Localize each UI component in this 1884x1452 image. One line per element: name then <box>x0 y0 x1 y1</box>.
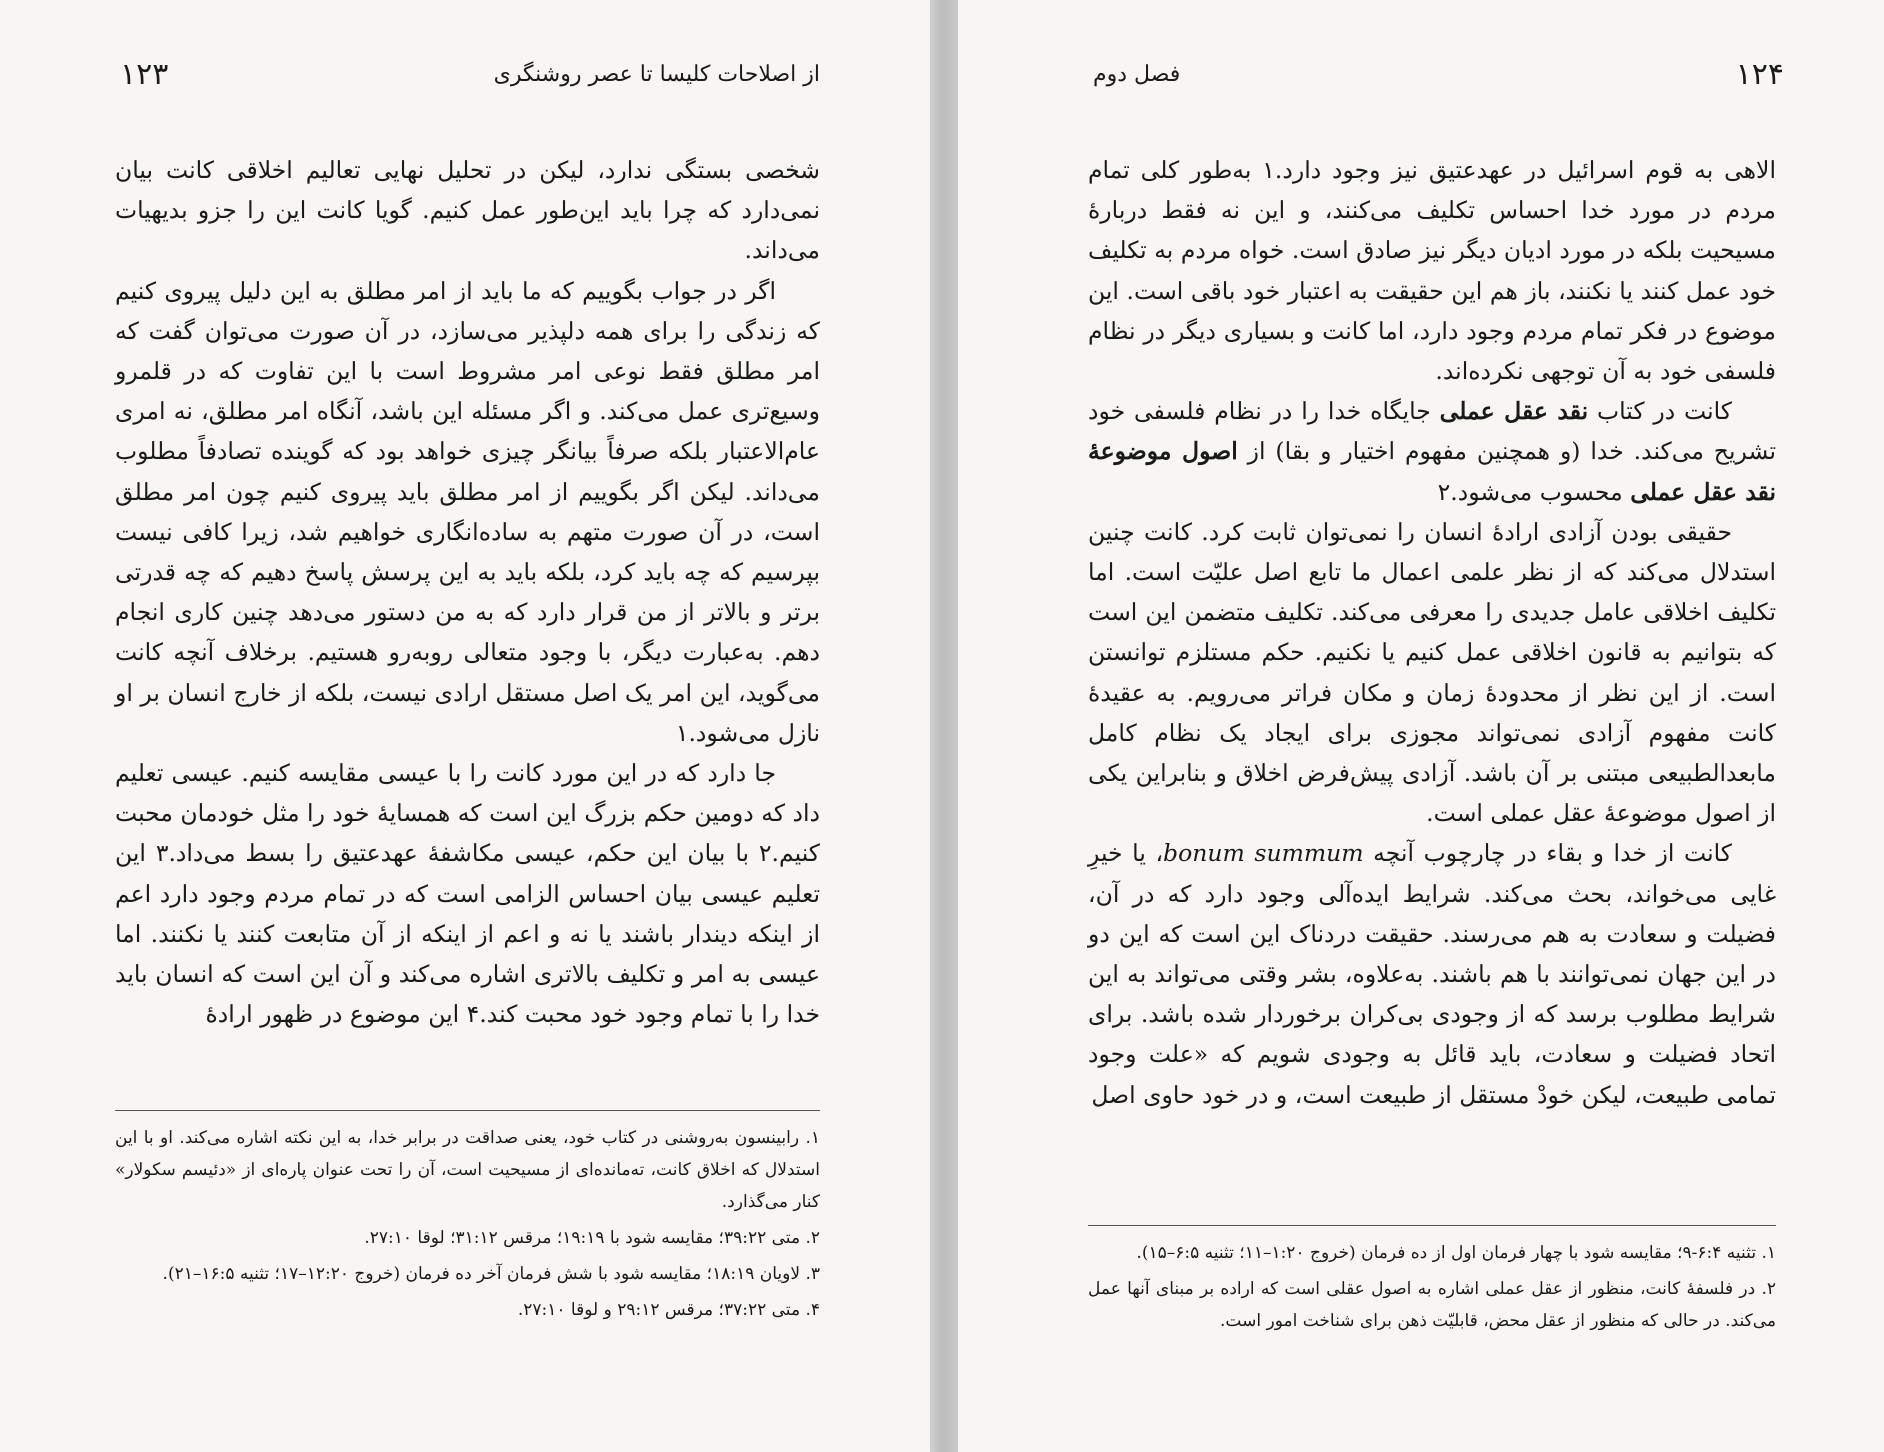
paragraph: حقیقی بودن آزادی ارادهٔ انسان را نمی‌توان ثابت کرد. کانت چنین استدلال می‌کند که از نظر علمی اعمال ما تابع اصل علیّت است. اما تکلیف اخلاقی عامل جدیدی را معرفی می‌کند. تکلیف متضمن این است که بتوانیم به قانون اخلاقی عمل کنیم یا نکنیم. حکم مستلزم توانستن است. از این نظر از محدودهٔ زمان و مکان فراتر می‌رویم. به عقیدهٔ کانت مفهوم آزادی نمی‌تواند مجوزی برای ایجاد یک نظام کامل مابعدالطبیعی مبتنی بر آن باشد. آزادی پیش‌فرض اخلاق و بنابراین یکی از اصول موضوعهٔ عقل عملی است. <box>1088 517 1776 828</box>
book-gutter <box>930 0 958 1452</box>
text-run: می‌خواند، بحث می‌کند. شرایط ایده‌آلی وجود دارد که در آن، فضیلت و سعادت به هم می‌رسند. حقیقت دردناک این است که این دو در این جهان نمی‌توانند با هم باشند. به‌علاوه، بشر وقتی می‌تواند به این شرایط مطلوب برسد که از وجودی بی‌کران برخوردار شده باشد. برای اتحاد فضیلت و سعادت، باید قائل به وجودی شویم که «علت وجود تمامی طبیعت، لیکن خودْ مستقل از طبیعت است، و در خود حاوی اصل <box>1088 879 1776 1109</box>
footnote: ۴. متی ۳۷:۲۲؛ مرقس ۲۹:۱۲ و لوقا ۲۷:۱۰. <box>517 1300 820 1320</box>
text-run: محسوب می‌شود.۲ <box>1437 477 1623 506</box>
latin-term: bonum summum <box>1163 839 1364 868</box>
bold-term: اصول موضوعهٔ نقد عقل عملی <box>1088 437 1776 506</box>
right-page-header <box>1093 54 1784 94</box>
running-title: از اصلاحات کلیسا تا عصر روشنگری <box>493 61 820 87</box>
paragraph: جا دارد که در این مورد کانت را با عیسی مقایسه کنیم. عیسی تعلیم داد که دومین حکم بزرگ این است که همسایهٔ خود را مثل خودمان محبت کنیم.۲ با بیان این حکم، عیسی مکاشفهٔ عهدعتیق را بسط می‌داد.۳ این تعلیم عیسی بیان احساس الزامی است که در تمام مردم وجود دارد اعم از اینکه دیندار باشند یا نه و اعم از اینکه از آن متابعت کنند یا نکنند. اما عیسی به امر و تکلیف بالاتری اشاره می‌کند و آن این است که انسان باید خدا را با تمام وجود خود محبت کند.۴ این موضوع در ظهور ارادهٔ <box>115 759 820 1029</box>
text-run: کانت از خدا و بقاء در چارچوب آنچه <box>1373 839 1732 868</box>
paragraph: الاهی به قوم اسرائیل در عهدعتیق نیز وجود دارد.۱ به‌طور کلی تمام مردم در مورد خدا احساس تکلیف می‌کنند، و این نه فقط دربارهٔ مسیحیت بلکه در مورد ادیان دیگر نیز صادق است. خواه مردم به تکلیف خود عمل کنند یا نکنند، باز هم این حقیقت به اعتبار خود باقی است. این موضوع در فکر تمام مردم وجود دارد، اما کانت و بسیاری دیگر در نظام فلسفی خود به آن توجهی نکرده‌اند. <box>1088 156 1776 386</box>
right-page-body <box>1088 150 1776 1115</box>
text-run: کانت در کتاب <box>1596 397 1732 426</box>
text-run: جایگاه خدا را در نظام فلسفی خود تشریح می‌کند. خدا (و همچنین مفهوم اختیار و بقا) از <box>1088 397 1776 466</box>
paragraph-summum <box>1088 833 1776 1114</box>
left-page-body <box>115 150 820 1034</box>
bold-book-title: نقد عقل عملی <box>1439 397 1589 426</box>
left-page-footnotes <box>115 1122 820 1330</box>
footnote: ۲. متی ۳۹:۲۲؛ مقایسه شود با ۱۹:۱۹؛ مرقس ۳۱:۱۲؛ لوقا ۲۷:۱۰. <box>364 1228 820 1248</box>
footnote-divider <box>115 1110 820 1111</box>
paragraph: اگر در جواب بگوییم که ما باید از امر مطلق به این دلیل پیروی کنیم که زندگی را برای همه دلپذیر می‌سازد، در آن صورت می‌توان گفت که امر مطلق فقط نوعی امر مشروط است با این تفاوت که در قلمرو وسیع‌تری عمل می‌کند. و اگر مسئله این باشد، آنگاه امر مطلق، نه امری عام‌الاعتبار بلکه صرفاً بیانگر چیزی خواهد بود که گوینده تصادفاً مطلوب می‌داند. لیکن اگر بگوییم از امر مطلق باید پیروی کنیم چون امر مطلق است، در آن صورت متهم به ساده‌انگاری خواهیم شد، زیرا کافی نیست بپرسیم که چه باید کرد، بلکه باید به این پرسش پاسخ دهیم که چه قدرتی برتر و بالاتر از من قرار دارد که به من دستور می‌دهد چنین کاری انجام دهم. به‌عبارت دیگر، با وجود متعالی روبه‌رو هستیم. برخلاف آنچه کانت می‌گوید، این امر یک اصل مستقل ارادی نیست، بلکه از خارج انسان بر او نازل می‌شود.۱ <box>115 276 820 747</box>
page-number: ۱۲۴ <box>1735 56 1784 92</box>
paragraph-kant <box>1088 391 1776 512</box>
footnote: ۲. در فلسفهٔ کانت، منظور از عقل عملی اشاره به اصول عقلی است که اراده بر مبنای آنها عمل می‌کند. در حالی که منظور از عقل محض، قابلیّت ذهن برای شناخت امور است. <box>1088 1279 1776 1331</box>
footnote-divider <box>1088 1225 1776 1226</box>
left-page <box>0 0 930 1452</box>
left-page-header <box>120 54 820 94</box>
right-page-footnotes <box>1088 1237 1776 1341</box>
right-page <box>958 0 1884 1452</box>
footnote: ۱. رابینسون به‌روشنی در کتاب خود، یعنی صداقت در برابر خدا، به این نکته اشاره می‌کند. او با این استدلال که اخلاق کانت، ته‌مانده‌ای از مسیحیت است، آن را تحت عنوان پاره‌ای از «دئیسم سکولار» کنار می‌گذارد. <box>115 1128 820 1212</box>
page-number: ۱۲۳ <box>120 56 169 92</box>
footnote: ۳. لاویان ۱۸:۱۹؛ مقایسه شود با شش فرمان آخر ده فرمان (خروج ۱۲:۲۰–۱۷؛ تثنیه ۱۶:۵–۲۱). <box>162 1264 820 1284</box>
running-title: فصل دوم <box>1093 61 1181 87</box>
paragraph: شخصی بستگی ندارد، لیکن در تحلیل نهایی تعالیم اخلاقی کانت بیان نمی‌دارد که چرا باید این‌طور عمل کنیم. گویا کانت این را جزو بدیهیات می‌داند. <box>115 156 820 265</box>
text-run: ، یا خیرِ غایی <box>1088 839 1776 908</box>
footnote: ۱. تثنیه ۶:۴-۹؛ مقایسه شود با چهار فرمان اول از ده فرمان (خروج ۱:۲۰–۱۱؛ تثنیه ۶:۵–۱۵). <box>1136 1243 1776 1263</box>
